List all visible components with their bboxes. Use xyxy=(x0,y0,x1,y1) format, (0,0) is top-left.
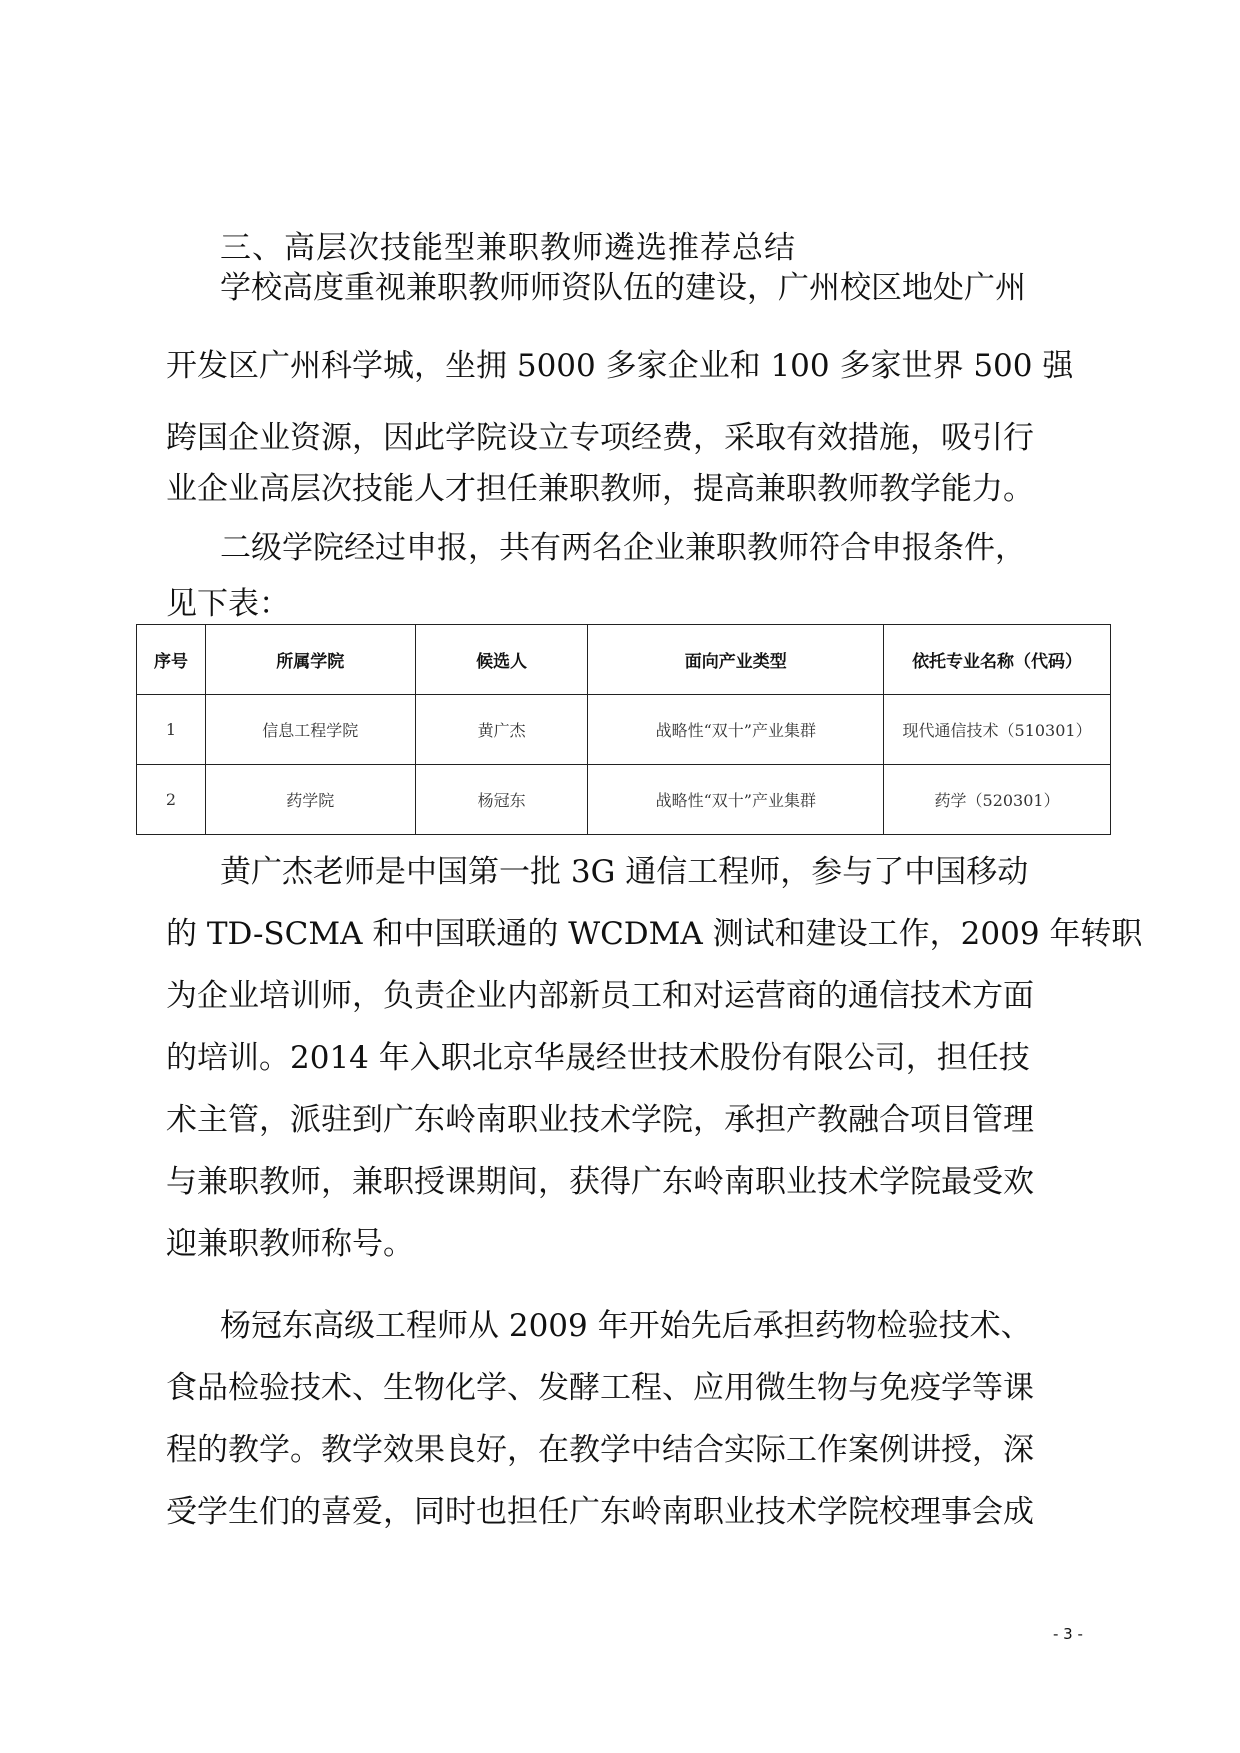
candidate-table xyxy=(136,624,1111,835)
paragraph-1-line-2: 开发区广州科学城，坐拥 5000 多家企业和 100 多家世界 500 强 xyxy=(166,348,1074,384)
page-number: - 3 - xyxy=(1053,1625,1083,1643)
cell-major: 现代通信技术（510301） xyxy=(884,695,1111,765)
section-title: 三、高层次技能型兼职教师遴选推荐总结 xyxy=(220,230,796,266)
paragraph-1-line-4: 业企业高层次技能人才担任兼职教师，提高兼职教师教学能力。 xyxy=(166,471,1034,507)
paragraph-4-line-2: 食品检验技术、生物化学、发酵工程、应用微生物与免疫学等课 xyxy=(166,1370,1034,1406)
cell-candidate: 黄广杰 xyxy=(415,695,588,765)
cell-industry-type: 战略性“双十”产业集群 xyxy=(588,695,884,765)
cell-industry-type: 战略性“双十”产业集群 xyxy=(588,765,884,835)
paragraph-4-line-1: 杨冠东高级工程师从 2009 年开始先后承担药物检验技术、 xyxy=(220,1308,1032,1344)
table-row xyxy=(137,695,1111,765)
header-major: 依托专业名称（代码） xyxy=(884,625,1111,695)
paragraph-1-line-1: 学校高度重视兼职教师师资队伍的建设，广州校区地处广州 xyxy=(220,270,1026,306)
header-index: 序号 xyxy=(137,625,206,695)
cell-college: 信息工程学院 xyxy=(205,695,415,765)
paragraph-3-line-4: 的培训。2014 年入职北京华晟经世技术股份有限公司，担任技 xyxy=(166,1040,1030,1076)
table-header-row xyxy=(137,625,1111,695)
paragraph-3-line-7: 迎兼职教师称号。 xyxy=(166,1226,414,1262)
cell-candidate: 杨冠东 xyxy=(415,765,588,835)
table-row xyxy=(137,765,1111,835)
cell-index: 2 xyxy=(137,765,206,835)
header-college: 所属学院 xyxy=(205,625,415,695)
paragraph-3-line-1: 黄广杰老师是中国第一批 3G 通信工程师，参与了中国移动 xyxy=(220,854,1029,890)
paragraph-4-line-3: 程的教学。教学效果良好，在教学中结合实际工作案例讲授，深 xyxy=(166,1432,1034,1468)
paragraph-1-line-3: 跨国企业资源，因此学院设立专项经费，采取有效措施，吸引行 xyxy=(166,420,1034,456)
cell-index: 1 xyxy=(137,695,206,765)
paragraph-4-line-4: 受学生们的喜爱，同时也担任广东岭南职业技术学院校理事会成 xyxy=(166,1494,1034,1530)
cell-major: 药学（520301） xyxy=(884,765,1111,835)
paragraph-3-line-6: 与兼职教师，兼职授课期间，获得广东岭南职业技术学院最受欢 xyxy=(166,1164,1034,1200)
header-candidate: 候选人 xyxy=(415,625,588,695)
paragraph-3-line-2: 的 TD-SCMA 和中国联通的 WCDMA 测试和建设工作，2009 年转职 xyxy=(166,916,1143,952)
paragraph-2-line-2: 见下表： xyxy=(166,586,290,622)
paragraph-2-line-1: 二级学院经过申报，共有两名企业兼职教师符合申报条件， xyxy=(220,530,1026,566)
paragraph-3-line-5: 术主管，派驻到广东岭南职业技术学院，承担产教融合项目管理 xyxy=(166,1102,1034,1138)
paragraph-3-line-3: 为企业培训师，负责企业内部新员工和对运营商的通信技术方面 xyxy=(166,978,1034,1014)
header-industry-type: 面向产业类型 xyxy=(588,625,884,695)
cell-college: 药学院 xyxy=(205,765,415,835)
